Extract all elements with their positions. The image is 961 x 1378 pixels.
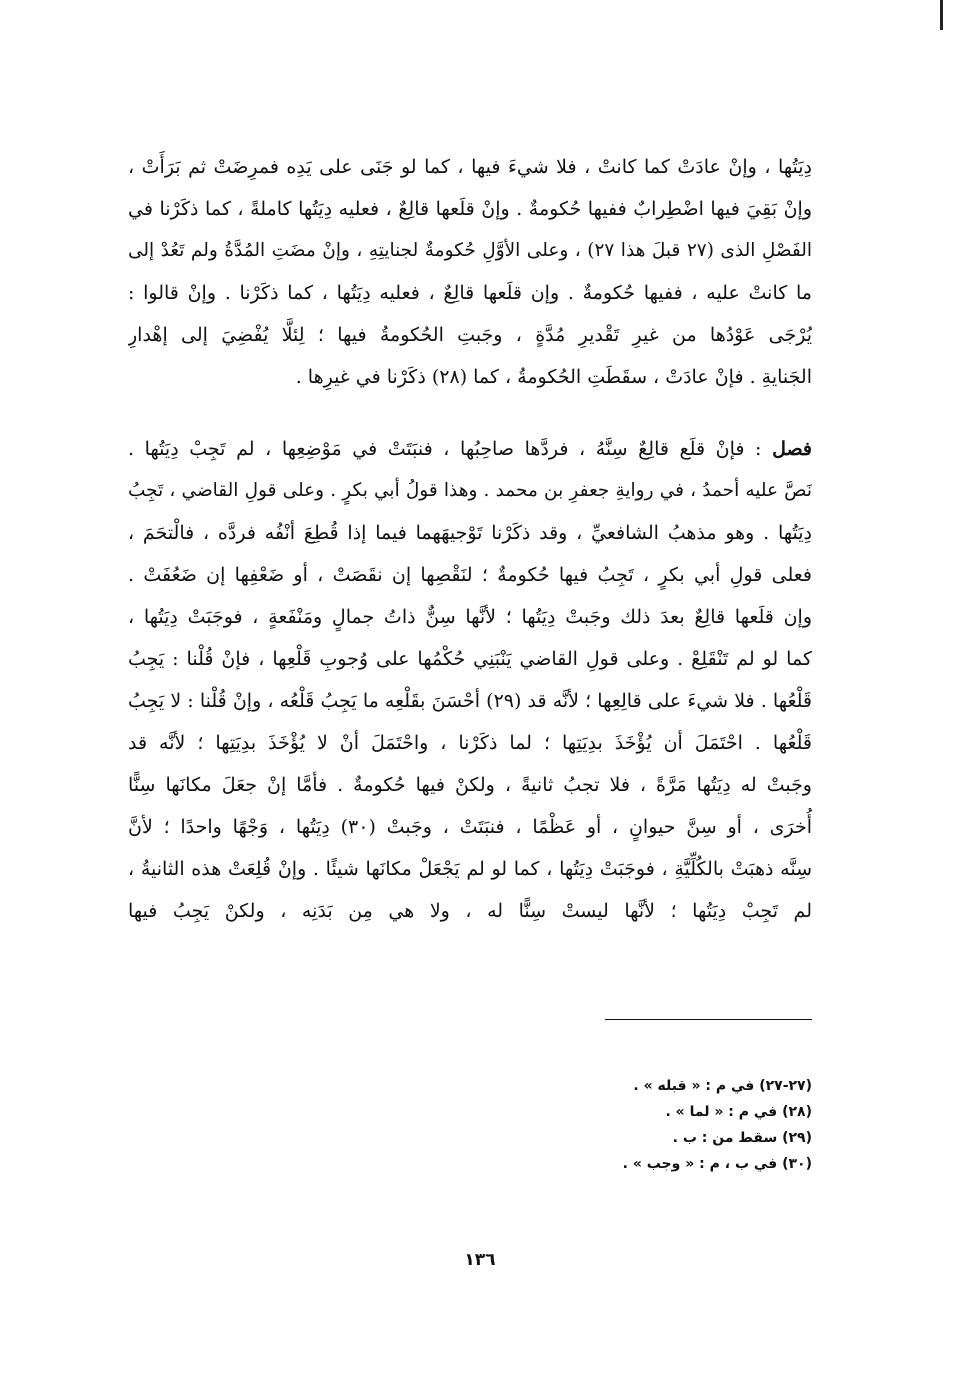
text-line: كما لو لم تَنْقَلِعْ . وعلى قولِ القاضي يَنْبَنِي حُكْمُها على وُجوبِ قَلْعِها ، فإنْ قُلْنا : يَجِبُ [128,648,812,670]
text-line: الفَصْلِ الذى (٢٧ قبلَ هذا ٢٧) ، وعلى الأوَّلِ حُكومةٌ لجنايتِهِ ، وإنْ مضَتِ المُدَّةُ ولم تَعُدْ إلى [128,240,812,261]
main-text [128,146,812,932]
text-line: دِيَتُها ، وإنْ عادَتْ كما كانتْ ، فلا شيءَ فيها ، كما لو جَنَى على يَدِه فمرِضَتْ ثم بَرَأَتْ ، [128,156,812,178]
text-line: دِيَتُها . وهو مذهبُ الشافعيِّ ، وقد ذكَرْنا تَوْجيهَهما فيما إذا قُطِعَ أنْفُه فردَّه ، فالْتحَمَ ، [128,522,812,544]
text-line-with-heading [128,428,812,470]
heading-line-text: : فإنْ قلَع قالِعٌ سِنَّهُ ، فردَّها صاحِبُها ، فنبَتَتْ في مَوْضِعِها ، لم تَجِبْ دِيَتُها . [128,438,762,460]
text-line: قَلْعُها . فلا شيءَ على قالِعِها ؛ لأنَّه قد (٢٩) أحْسَنَ بقَلْعِه ما يَجِبُ قَلْعُه ، وإنْ قُلْنا : لا يَجِبُ [128,690,812,712]
section-heading: فصل [772,438,812,460]
text-line: يُرْجَى عَوْدُها من غيرِ تَقْديرِ مُدَّةٍ ، وجَبتِ الحُكومةُ فيها ؛ لِئلَّا يُفْضِيَ إلى إهْدارِ [128,324,812,346]
footnote-28: (٢٨) في م : « لما » . [665,1104,812,1120]
paragraph-gap [128,398,812,428]
text-line: ما كانتْ عليه ، ففيها حُكومةٌ . وإن قلَعها قالِعٌ ، فعليه دِيَتُها ، كما ذكَرْنا . وإنْ قالوا : [128,282,812,304]
page-number: ١٣٦ [464,1250,496,1270]
text-line: وإنْ بَقِيَ فيها اضْطِرابٌ ففيها حُكومةٌ . وإنْ قلَعها قالِعٌ ، فعليه دِيَتُها كاملةً ، كما ذكَرْنا في [128,198,812,220]
text-line: فعلى قولِ أبي بكرٍ ، تَجِبُ فيها حُكومةٌ ؛ لنَقْصِها إن نقَصَتْ ، أو ضَعْفِها إن ضَعُفَتْ . [128,564,812,586]
paragraph-1 [128,146,812,398]
text-line: وإن قلَعها قالِعٌ بعدَ ذلك وجَبتْ دِيَتُها ؛ لأنَّها سِنٌّ ذاتُ جمالٍ ومَنْفَعةٍ ، فوجَبَتْ دِيَتُها ، [128,606,812,628]
footnote-30: (٣٠) في ب ، م : « وجب » . [622,1156,812,1172]
scan-edge-mark [940,0,943,30]
text-line: نَصَّ عليه أحمدُ ، في روايةِ جعفرِ بن محمد . وهذا قولُ أبي بكرٍ . وعلى قولِ القاضي ، تَجِبُ [128,480,812,501]
text-line: قَلْعُها . احْتَمَلَ أن يُؤْخَذَ بدِيَتِها ؛ لما ذكَرْنا ، واحْتَمَلَ أنْ لا يُؤْخَذَ بدِيَتِها ؛ لأنَّه قد [128,732,812,754]
text-line: وجَبتْ له دِيَتُها مَرَّةً ، فلا تجبُ ثانيةً ، ولكنْ فيها حُكومةٌ . فأمَّا إنْ جعَلَ مكانَها سِنًّا [128,774,812,796]
footnote-divider [605,1019,812,1020]
footnotes [300,1073,812,1177]
text-line: أُخرَى ، أو سِنَّ حيوانٍ ، أو عَظْمًا ، فنبَتَتْ ، وجَبتْ (٣٠) دِيَتُها ، وَجْهًا واحدًا ؛ لأنَّ [128,816,812,838]
footnote-27: (٢٧-٢٧) في م : « قبله » . [633,1078,812,1094]
footnote-29: (٢٩) سقط من : ب . [672,1130,812,1146]
text-line: لم تَجِبْ دِيَتُها ؛ لأنَّها ليستْ سِنًّا له ، ولا هي مِن بَدَنِه ، ولكنْ يَجِبُ فيها [128,900,812,922]
paragraph-2 [128,428,812,932]
text-line: سِنَّه ذهبَتْ بالكُلِّيَّةِ ، فوجَبَتْ دِيَتُها ، كما لو لم يَجْعَلْ مكانَها شيئًا . وإنْ قُلِعَتْ هذه الثانيةُ ، [128,858,812,880]
text-line: الجَنايةِ . فإنْ عادَتْ ، سقَطَتِ الحُكومةُ ، كما (٢٨) ذكَرْنا في غيرِها . [295,366,812,388]
